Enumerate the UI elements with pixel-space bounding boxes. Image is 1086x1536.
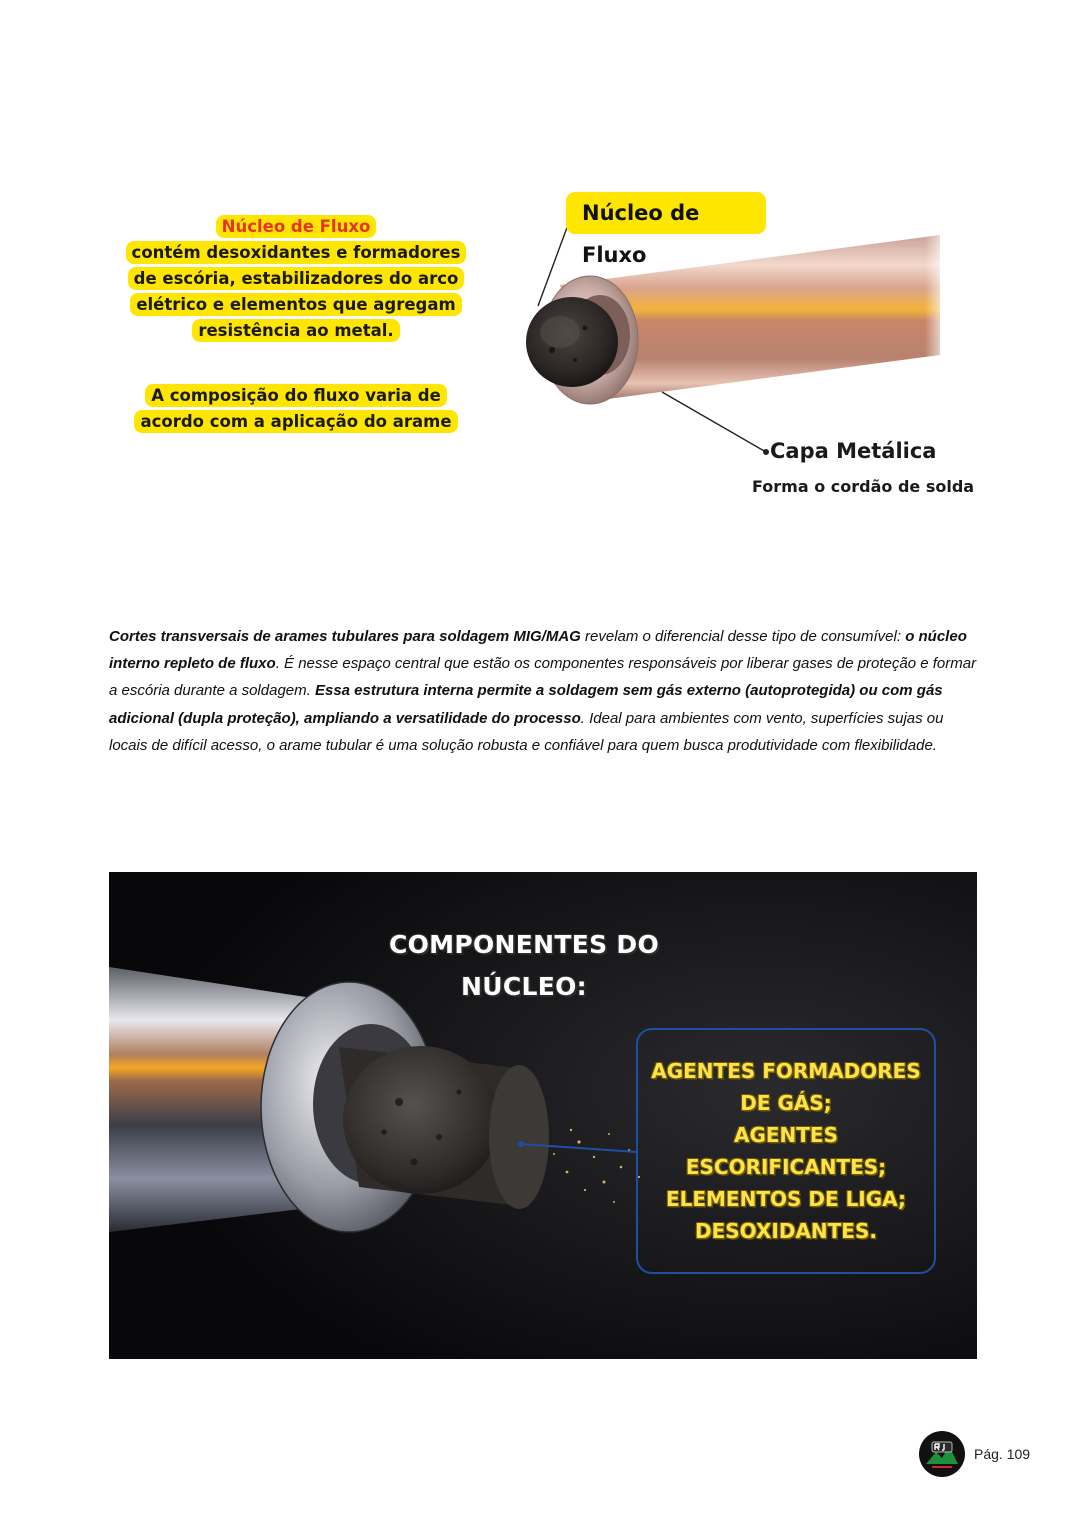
core-label: Núcleo de Fluxo xyxy=(566,192,766,234)
paragraph-text-2: . É nesse espaço central que estão os componentes responsáveis por liberar gases de proteção e formar a escória durante a soldagem. xyxy=(109,655,977,700)
sheath-label: Capa Metálica xyxy=(770,439,937,463)
component-line: DE GÁS; xyxy=(740,1091,832,1115)
figure-core-components xyxy=(109,872,977,1359)
paragraph-bold-1: Cortes transversais de arames tubulares para soldagem MIG/MAG xyxy=(109,628,581,645)
page-number: Pág. 109 xyxy=(974,1446,1031,1462)
figure-flux-cored-wire-cutaway xyxy=(0,0,1086,520)
body-paragraph xyxy=(109,623,979,759)
core-components-list xyxy=(651,1055,920,1247)
flux-composition-note xyxy=(118,383,474,435)
component-line: ELEMENTOS DE LIGA; xyxy=(665,1187,907,1211)
paragraph-text-3: . Ideal para ambientes com vento, superfícies sujas ou locais de difícil acesso, o arame tubular é uma solução robusta e confiável para quem busca produtividade com flexibilidade. xyxy=(109,709,944,754)
flux-core-callout xyxy=(118,214,474,344)
component-line: AGENTES FORMADORES xyxy=(651,1059,921,1083)
paragraph-text-1: revelam o diferencial desse tipo de consumível: xyxy=(580,628,906,645)
sheath-sublabel: Forma o cordão de solda xyxy=(752,477,975,496)
component-line: DESOXIDANTES. xyxy=(695,1219,877,1243)
component-line: ESCORIFICANTES; xyxy=(685,1155,887,1179)
paragraph-bold-2: o núcleo interno repleto de fluxo xyxy=(109,628,967,673)
core-components-title: COMPONENTES DO NÚCLEO: xyxy=(388,930,660,1001)
flux-composition-note-text: A composição do fluxo varia de acordo com a aplicação do arame xyxy=(134,384,457,433)
publisher-logo-icon xyxy=(918,1430,966,1478)
flux-core-callout-body: contém desoxidantes e formadores de escória, estabilizadores do arco elétrico e elementos que agregam resistência ao metal. xyxy=(126,241,467,342)
core-components-box xyxy=(636,1028,936,1274)
paragraph-bold-3: Essa estrutura interna permite a soldagem sem gás externo (autoprotegida) ou com gás adicional (dupla proteção), ampliando a versatilidade do processo xyxy=(109,682,943,727)
flux-core-callout-title: Núcleo de Fluxo xyxy=(216,215,377,238)
component-line: AGENTES xyxy=(733,1123,838,1147)
